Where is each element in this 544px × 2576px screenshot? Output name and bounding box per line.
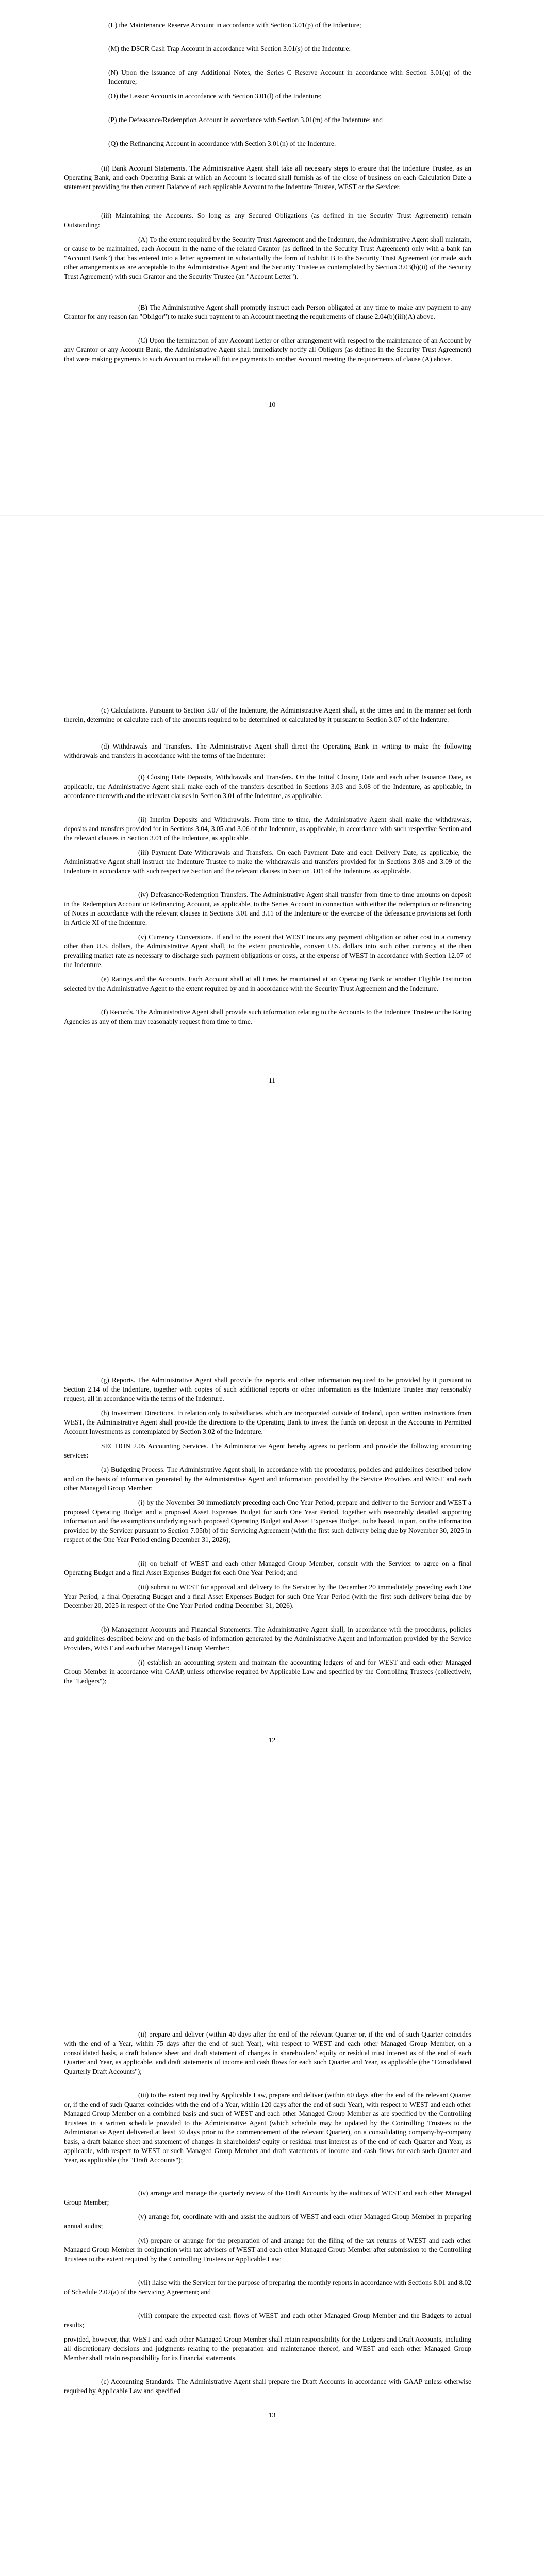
paragraph-11-d-iv: (iv) Defeasance/Redemption Transfers. The Administrative Agent shall transfer from time to time amounts on deposit in the Redemption Account or Refinancing Account, as applicable, to the Series Account in connection with either the redemption or refinancing of Notes in accordance with the relevant clauses in Sections 3.01 and 3.11 of the Indenture or the exercise of the defeasance provisions set forth in Article XI of the Indenture. (64, 891, 471, 926)
paragraph-10-P: (P) the Defeasance/Redemption Account in accordance with Section 3.01(m) of the Indenture; and (108, 116, 383, 124)
paragraph-12-b-i: (i) establish an accounting system and maintain the accounting ledgers of and for WEST and each other Managed Group Member in accordance with GAAP, unless otherwise required by Applicable Law and specified by the Controlling Trustees (collectively, the "Ledgers"); (64, 1658, 471, 1685)
paragraph-10-ii: (ii) Bank Account Statements. The Administrative Agent shall take all necessary steps to ensure that the Indenture Trustee, as an Operating Bank, and each Operating Bank at which an Account is located shall furnish as of the close of business on each Calculation Date a statement providing the then current Balance of each applicable Account to the Indenture Trustee, WEST or the Servicer. (64, 164, 471, 191)
paragraph-13-viii: (viii) compare the expected cash flows of WEST and each other Managed Group Member and the Budgets to actual results; (64, 2312, 471, 2329)
paragraph-12-a-ii: (ii) on behalf of WEST and each other Managed Group Member, consult with the Servicer to agree on a final Operating Budget and a final Asset Expenses Budget for each One Year Period; and (64, 1560, 471, 1577)
page-number: 13 (268, 2411, 276, 2419)
paragraph-13-v: (v) arrange for, coordinate with and assist the auditors of WEST and each other Managed Group Member in preparing annual audits; (64, 2213, 471, 2230)
page-number: 10 (268, 401, 276, 409)
paragraph-13-iii: (iii) to the extent required by Applicable Law, prepare and deliver (within 60 days after the end of the relevant Quarter or, if the end of such Quarter coincides with the end of a Year, within 120 days after the end of such Year), with respect to WEST and each other Managed Group Member on a combined basis and such of WEST and each other Managed Group Member as are specified by the Controlling Trustees in a written schedule provided to the Administrative Agent (which schedule may be updated by the Controlling Trustees to the Administrative Agent delivered at least 30 days prior to the commencement of the relevant Quarter), on a consolidating company-by-company basis, a draft balance sheet and statement of changes in shareholders' equity or residual trust interest as of the end of each Quarter and Year, as applicable, with respect to WEST or such Managed Group Member and draft statements of income and cash flows for each such Quarter and Year, as applicable (the "Draft Accounts"); (64, 2091, 471, 2164)
paragraph-13-proviso: provided, however, that WEST and each other Managed Group Member shall retain responsibility for the Ledgers and Draft Accounts, including all discretionary decisions and judgments relating to the preparation and maintenance thereof, and WEST and each other Managed Group Member shall retain responsibility for its financial statements. (64, 2335, 471, 2362)
paragraph-10-M: (M) the DSCR Cash Trap Account in accordance with Section 3.01(s) of the Indenture; (108, 45, 351, 53)
paragraph-11-d-iii: (iii) Payment Date Withdrawals and Transfers. On each Payment Date and each Delivery Date, as applicable, the Administrative Agent shall instruct the Indenture Trustee to make the withdrawals and transfers provided for in Sections 3.08 and 3.09 of the Indenture in accordance with such respective Section and the relevant clauses in Section 3.01 of the Indenture, as applicable. (64, 849, 471, 875)
paragraph-11-e: (e) Ratings and the Accounts. Each Account shall at all times be maintained at an Operating Bank or another Eligible Institution selected by the Administrative Agent to the extent required by and in accordance with the Security Trust Agreement and the Indenture. (64, 975, 471, 992)
paragraph-12-b: (b) Management Accounts and Financial Statements. The Administrative Agent shall, in accordance with the procedures, policies and guidelines described below and on the basis of information generated by the Administrative Agent and information provided by the Service Providers, WEST and each other Managed Group Member: (64, 1625, 471, 1652)
paragraph-10-O: (O) the Lessor Accounts in accordance with Section 3.01(l) of the Indenture; (108, 92, 322, 100)
paragraph-11-d-v: (v) Currency Conversions. If and to the extent that WEST incurs any payment obligation or other cost in a currency other than U.S. dollars, the Administrative Agent shall, to the extent practicable, convert U.S. dollars into such other currency at the then prevailing market rate as necessary to discharge such payment obligations or costs, at the expense of WEST in accordance with Section 12.07 of the Indenture. (64, 933, 471, 969)
paragraph-13-vi: (vi) prepare or arrange for the preparation of and arrange for the filing of the tax returns of WEST and each other Managed Group Member in conjunction with tax advisers of WEST and each other Managed Group Member after submission to the Controlling Trustees to the extent required by the Controlling Trustees or Applicable Law; (64, 2236, 471, 2263)
paragraph-13-ii: (ii) prepare and deliver (within 40 days after the end of the relevant Quarter or, if the end of such Quarter coincides with the end of a Year, within 75 days after the end of such Year), with respect to WEST and each other Managed Group Member, on a consolidated basis, a draft balance sheet and draft statement of changes in shareholders' equity or residual trust interest as of the end of each Quarter and Year, as applicable, and draft statements of income and cash flows for each such Quarter and Year, as applicable (the "Consolidated Quarterly Draft Accounts"); (64, 2030, 471, 2075)
paragraph-12-h: (h) Investment Directions. In relation only to subsidiaries which are incorporated outside of Ireland, upon written instructions from WEST, the Administrative Agent shall provide the directions to the Operating Bank to invest the funds on deposit in the Accounts in Permitted Account Investments as contemplated by Section 3.02 of the Indenture. (64, 1409, 471, 1435)
page-number: 12 (268, 1736, 276, 1744)
paragraph-10-C: (C) Upon the termination of any Account Letter or other arrangement with respect to the maintenance of an Account by any Grantor or any Account Bank, the Administrative Agent shall immediately notify all Obligors (as defined in the Security Trust Agreement) that were making payments to such Account to make all future payments to another Account meeting the requirements of clause (A) above. (64, 336, 471, 363)
paragraph-12-a-i: (i) by the November 30 immediately preceding each One Year Period, prepare and deliver to the Servicer and WEST a proposed Operating Budget and a proposed Asset Expenses Budget for such One Year Period, together with reasonably detailed supporting information and the assumptions underlying such proposed Operating Budget and Asset Expenses Budget, to be based, in part, on the information provided by the Servicer pursuant to Section 7.05(b) of the Servicing Agreement (with the first such delivery being due by November 30, 2025 in respect of the One Year Period ending December 31, 2026); (64, 1499, 471, 1544)
paragraph-10-Q: (Q) the Refinancing Account in accordance with Section 3.01(n) of the Indenture. (108, 140, 336, 147)
paragraph-10-N: (N) Upon the issuance of any Additional Notes, the Series C Reserve Account in accordance with Section 3.01(q) of the Indenture; (108, 69, 471, 86)
paragraph-10-L: (L) the Maintenance Reserve Account in accordance with Section 3.01(p) of the Indenture; (108, 21, 361, 29)
paragraph-11-c: (c) Calculations. Pursuant to Section 3.07 of the Indenture, the Administrative Agent shall, at the times and in the manner set forth therein, determine or calculate each of the amounts required to be determined or calculated by it pursuant to Section 3.07 of the Indenture. (64, 706, 471, 723)
paragraph-13-vii: (vii) liaise with the Servicer for the purpose of preparing the monthly reports in accordance with Sections 8.01 and 8.02 of Schedule 2.02(a) of the Servicing Agreement; and (64, 2279, 471, 2296)
paragraph-12-a-iii: (iii) submit to WEST for approval and delivery to the Servicer by the December 20 immediately preceding each One Year Period, a final Operating Budget and a final Asset Expenses Budget for such One Year Period (with the first such delivery being due by December 20, 2025 in respect of the One Year Period ending December 31, 2026). (64, 1583, 471, 1609)
paragraph-12-g: (g) Reports. The Administrative Agent shall provide the reports and other information required to be provided by it pursuant to Section 2.14 of the Indenture, together with copies of such additional reports or other information as the Indenture Trustee may reasonably request, all in accordance with the terms of the Indenture. (64, 1376, 471, 1402)
paragraph-13-iv: (iv) arrange and manage the quarterly review of the Draft Accounts by the auditors of WEST and each other Managed Group Member; (64, 2189, 471, 2206)
paragraph-11-f: (f) Records. The Administrative Agent shall provide such information relating to the Accounts to the Indenture Trustee or the Rating Agencies as any of them may reasonably request from time to time. (64, 1008, 471, 1025)
paragraph-13-c: (c) Accounting Standards. The Administrative Agent shall prepare the Draft Accounts in accordance with GAAP unless otherwise required by Applicable Law and specified (64, 2378, 471, 2395)
page-number: 11 (269, 1077, 275, 1084)
paragraph-11-d-i: (i) Closing Date Deposits, Withdrawals and Transfers. On the Initial Closing Date and each other Issuance Date, as applicable, the Administrative Agent shall make each of the transfers described in Sections 3.03 and 3.08 of the Indenture, as applicable, in accordance therewith and the relevant clauses in Section 3.01 of the Indenture, as applicable. (64, 773, 471, 800)
paragraph-11-d: (d) Withdrawals and Transfers. The Administrative Agent shall direct the Operating Bank in writing to make the following withdrawals and transfers in accordance with the terms of the Indenture: (64, 742, 471, 759)
page-divider (0, 515, 544, 516)
paragraph-12-section-2-05: SECTION 2.05 Accounting Services. The Administrative Agent hereby agrees to perform and provide the following accounting services: (64, 1442, 471, 1459)
paragraph-10-iii: (iii) Maintaining the Accounts. So long as any Secured Obligations (as defined in the Security Trust Agreement) remain Outstanding: (64, 212, 471, 229)
paragraph-11-d-ii: (ii) Interim Deposits and Withdrawals. From time to time, the Administrative Agent shall make the withdrawals, deposits and transfers provided for in Sections 3.04, 3.05 and 3.06 of the Indenture, as applicable, in accordance with such respective Section and the relevant clauses in Section 3.01 of the Indenture, as applicable. (64, 816, 471, 842)
paragraph-10-B: (B) The Administrative Agent shall promptly instruct each Person obligated at any time to make any payment to any Grantor for any reason (an "Obligor") to make such payment to an Account meeting the requirements of clause 2.04(b)(iii)(A) above. (64, 303, 471, 320)
paragraph-12-a: (a) Budgeting Process. The Administrative Agent shall, in accordance with the procedures, policies and guidelines described below and on the basis of information generated by the Administrative Agent and information provided by the Service Providers and WEST and each other Managed Group Member: (64, 1466, 471, 1492)
paragraph-10-A: (A) To the extent required by the Security Trust Agreement and the Indenture, the Administrative Agent shall maintain, or cause to be maintained, each Account in the name of the related Grantor (as defined in the Security Trust Agreement) only with a bank (an "Account Bank") that has entered into a letter agreement in substantially the form of Exhibit B to the Security Trust Agreement (or made such other arrangements as are acceptable to the Administrative Agent and the Security Trustee as contemplated by Section 3.03(b)(ii) of the Security Trust Agreement) with such Grantor and the Security Trustee (an "Account Letter"). (64, 235, 471, 280)
